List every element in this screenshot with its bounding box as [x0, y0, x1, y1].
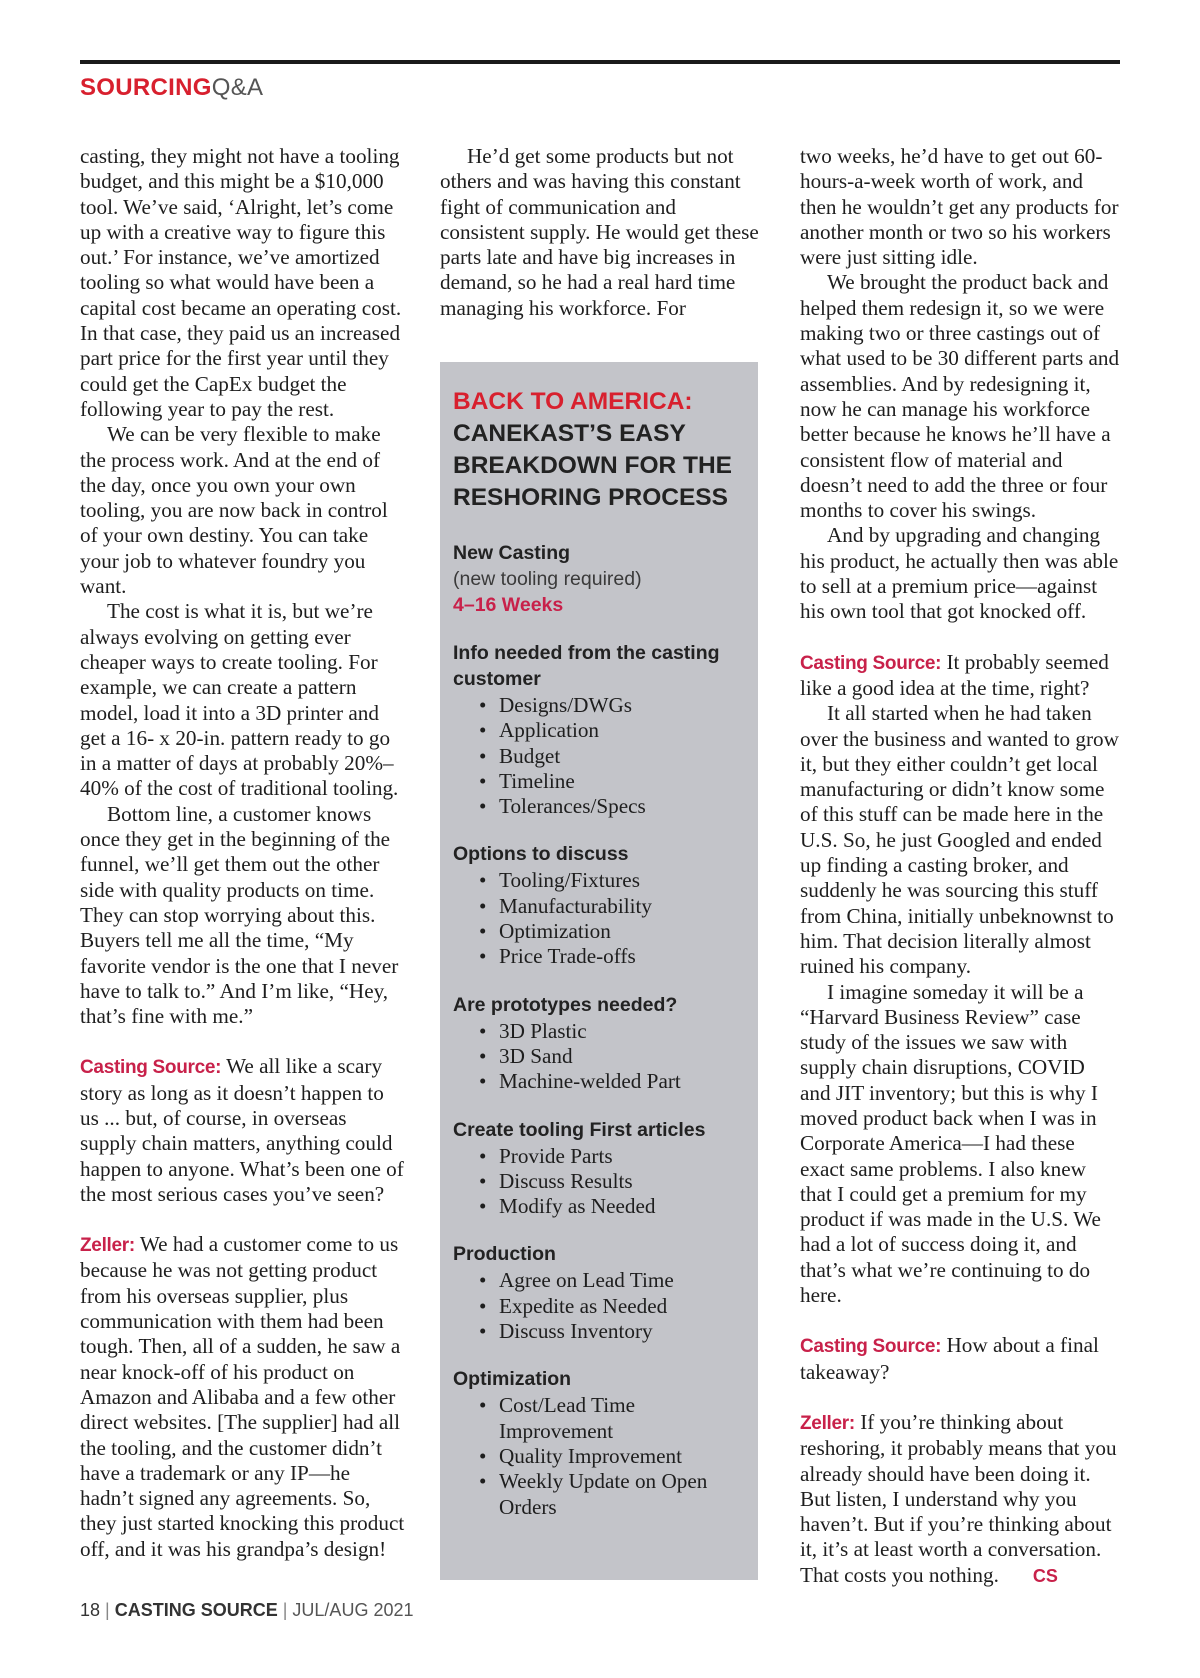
list-item: • Expedite as Needed: [479, 1294, 748, 1319]
list-item: • Tolerances/Specs: [479, 794, 748, 819]
list-item: • Agree on Lead Time: [479, 1268, 748, 1293]
list-item: • Discuss Results: [479, 1169, 748, 1194]
speaker-label: Zeller:: [80, 1235, 135, 1257]
speaker-label: Casting Source:: [800, 652, 942, 674]
list-item: • Discuss Inventory: [479, 1319, 748, 1344]
sidebar-title-dark: CANEKAST’S EASY BREAKDOWN FOR THE RESHORING PROCESS: [453, 420, 733, 511]
paragraph: two weeks, he’d have to get out 60-hours-a-week worth of work, and then he wouldn’t get any products for another month or two so his workers were just sitting idle.: [800, 144, 1119, 270]
sidebar-list: [453, 1144, 748, 1220]
sidebar-title-red: BACK TO AMERICA:: [453, 388, 693, 415]
list-item: • Provide Parts: [479, 1144, 748, 1169]
list-item: • Application: [479, 718, 748, 743]
list-item: • Designs/DWGs: [479, 693, 748, 718]
list-item: • Price Trade-offs: [479, 944, 748, 969]
sidebar-heading: New Casting: [453, 542, 571, 564]
sidebar-list: [453, 693, 748, 819]
list-item: • 3D Plastic: [479, 1019, 748, 1044]
sidebar-list: [453, 868, 748, 969]
paragraph: He’d get some products but not others and was having this constant fight of communication and consistent supply. He would get these parts late and have big increases in demand, so he had a real hard time managing his workforce. For: [440, 144, 759, 320]
list-item: • Tooling/Fixtures: [479, 868, 748, 893]
column-1: [80, 144, 405, 1562]
sidebar-list: [453, 1268, 748, 1344]
paragraph: The cost is what it is, but we’re always evolving on getting ever cheaper ways to create tooling. For example, we can create a pattern model, load it into a 3D printer and get a 16- x 20-in. pattern ready to go in a matter of days at probably 20%–40% of the cost of traditional tooling.: [80, 599, 399, 801]
sidebar-weeks: 4–16 Weeks: [453, 594, 564, 616]
sidebar-heading: Are prototypes needed?: [453, 993, 678, 1016]
page-number: 18: [80, 1600, 101, 1620]
sidebar-heading: Create tooling First articles: [453, 1118, 706, 1141]
sidebar-list: [453, 1393, 748, 1519]
qa-answer: [800, 1410, 1120, 1589]
page-footer: [80, 1600, 413, 1621]
qa-text: It probably seemed like a good idea at the time, right?: [800, 649, 1109, 700]
speaker-label: Casting Source:: [800, 1336, 942, 1358]
sidebar-heading: Production: [453, 1243, 556, 1266]
sidebar-section: [453, 1241, 748, 1344]
sidebar-heading: Optimization: [453, 1368, 572, 1391]
magazine-name: CASTING SOURCE: [114, 1600, 278, 1620]
qa-text: We all like a scary story as long as it doesn’t happen to us ... but, of course, in overseas supply chain matters, anything could happen to anyone. What’s been one of the most serious cases you’ve seen?: [80, 1054, 404, 1206]
column-3: [800, 144, 1120, 1589]
sidebar-subheading: (new tooling required): [453, 568, 642, 590]
list-item: • Modify as Needed: [479, 1194, 748, 1219]
end-mark: CS: [1032, 1565, 1058, 1586]
paragraph: We can be very flexible to make the process work. And at the end of the day, once you own your own tooling, you are now back in control of your own destiny. You can take your job to whatever foundry you want.: [80, 422, 388, 599]
section-label-light: Q&A: [211, 74, 264, 101]
sidebar-heading: Options to discuss: [453, 843, 629, 866]
sidebar-section: [453, 841, 748, 969]
list-item: • Manufacturability: [479, 894, 748, 919]
qa-text: If you’re thinking about reshoring, it probably means that you already should have been doing it. But listen, I understand why you haven’t. But if you’re thinking about it, it’s at least worth a conversation. That costs you nothing.: [800, 1409, 1117, 1587]
sidebar-section: [453, 640, 748, 819]
list-item: • 3D Sand: [479, 1044, 748, 1069]
list-item: • Quality Improvement: [479, 1444, 748, 1469]
paragraph: Bottom line, a customer knows once they get in the beginning of the funnel, we’ll get them out the other side with quality products on time. They can stop worrying about this. Buyers tell me all the time, “My favorite vendor is the one that I never have to talk to.” And I’m like, “Hey, that’s fine with me.”: [80, 801, 399, 1029]
speaker-label: Casting Source:: [80, 1057, 222, 1079]
sidebar-heading: Info needed from the casting customer: [453, 642, 720, 690]
section-label: [80, 74, 263, 102]
qa-text: We had a customer come to us because he was not getting product from his overseas supplier, plus communication with them had been tough. Then, all of a sudden, he saw a near knock-off of his product on Amazon and Alibaba and a few other direct websites. [The supplier] had all the tooling, and the customer didn’t have a trademark or any IP—he hadn’t signed any agreements. So, they just started knocking this product off, and it was his grandpa’s design!: [80, 1232, 405, 1561]
top-rule: [80, 60, 1120, 64]
sidebar-section: [453, 1366, 748, 1519]
qa-text: How about a final takeaway?: [800, 1333, 1099, 1384]
qa-question: [800, 650, 1120, 702]
list-item: • Timeline: [479, 769, 748, 794]
issue-date: JUL/AUG 2021: [292, 1600, 414, 1620]
column-2: [440, 144, 765, 321]
sidebar-box: [440, 362, 758, 1580]
paragraph: And by upgrading and changing his product, he actually then was able to sell at a premium price—against his own tool that got knocked off.: [800, 523, 1119, 624]
paragraph: It all started when he had taken over the business and wanted to grow it, but they either couldn’t get local manufacturing or didn’t know some of this stuff can be made here in the U.S. So, he just Googled and ended up finding a casting broker, and suddenly he was sourcing this stuff from China, initially unbeknownst to him. That decision literally almost ruined his company.: [800, 701, 1119, 979]
qa-answer: [80, 1232, 405, 1562]
paragraph: I imagine someday it will be a “Harvard Business Review” case study of the issues we saw with supply chain disruptions, COVID and JIT inventory; but this is why I moved product back when I was in Corporate America—I had these exact same problems. I also knew that I could get a premium for my product if was made in the U.S. We had a lot of success doing it, and that’s what we’re continuing to do here.: [800, 979, 1101, 1308]
section-label-bold: SOURCING: [80, 74, 212, 101]
paragraph: We brought the product back and helped them redesign it, so we were making two or three castings out of what used to be 30 different parts and assemblies. And by redesigning it, now he can manage his workforce better because he knows he’ll have a consistent flow of material and doesn’t need to add the three or four months to cover his swings.: [800, 270, 1120, 523]
qa-question: [80, 1054, 405, 1207]
list-item: • Weekly Update on Open Orders: [479, 1469, 748, 1520]
footer-separator: |: [282, 1600, 288, 1620]
footer-separator: |: [105, 1600, 110, 1620]
sidebar-list: [453, 1019, 748, 1095]
qa-question: [800, 1333, 1120, 1385]
list-item: • Budget: [479, 744, 748, 769]
list-item: • Machine-welded Part: [479, 1069, 748, 1094]
sidebar-section: [453, 1117, 748, 1220]
list-item: • Optimization: [479, 919, 748, 944]
speaker-label: Zeller:: [800, 1412, 855, 1434]
sidebar-section: [453, 992, 748, 1095]
sidebar-title: [453, 386, 748, 514]
list-item: • Cost/Lead Time Improvement: [479, 1393, 748, 1444]
sidebar-sections: [453, 640, 748, 1520]
paragraph: casting, they might not have a tooling budget, and this might be a $10,000 tool. We’ve said, ‘Alright, let’s come up with a creative way to figure this out.’ For instance, we’ve amortized tooling so what would have been a capital cost became an operating cost. In that case, they paid us an increased part price for the first year until they could get the CapEx budget the following year to pay the rest.: [80, 144, 402, 421]
sidebar-section-new-casting: [453, 540, 748, 618]
